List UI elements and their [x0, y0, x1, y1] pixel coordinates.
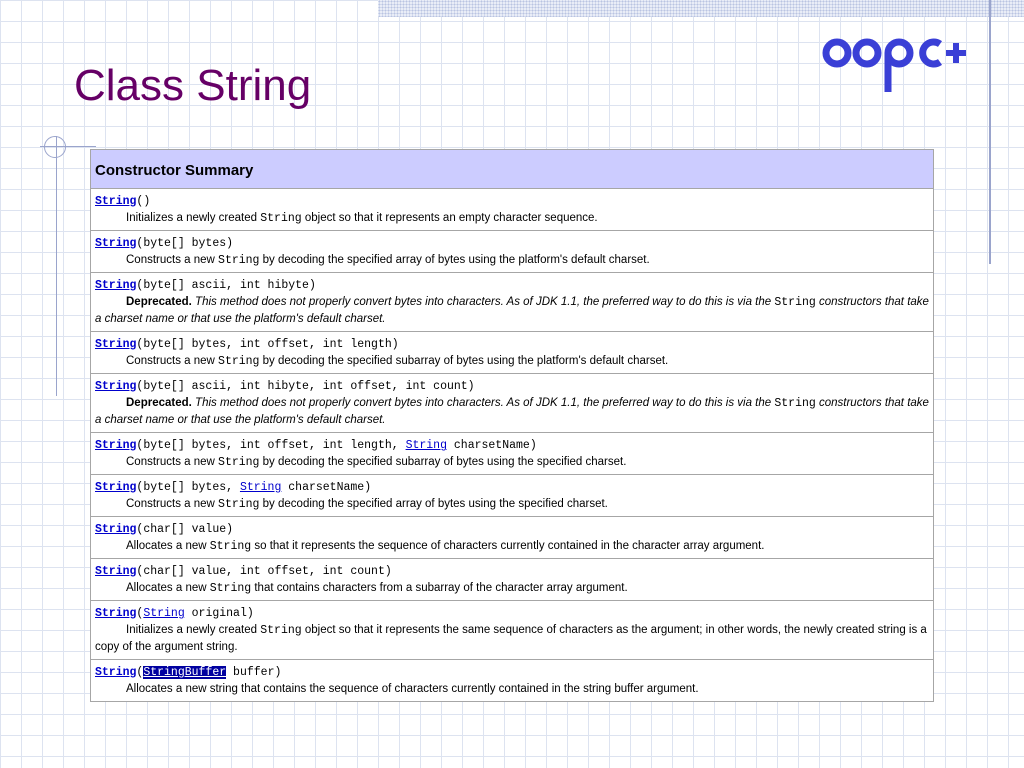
page-title: Class String: [74, 61, 312, 110]
constructor-description: [95, 395, 929, 429]
signature-params-tail: original): [184, 607, 254, 620]
parameter-type-link[interactable]: String: [143, 607, 185, 620]
inline-code: String: [260, 624, 302, 637]
constructor-link[interactable]: String: [95, 666, 137, 679]
constructor-signature: [95, 233, 929, 252]
constructor-description: [95, 496, 929, 513]
constructor-description: [95, 681, 929, 698]
description-text: Constructs a new: [126, 498, 219, 510]
decorative-left-line: [56, 136, 57, 396]
constructor-cell: [91, 660, 934, 702]
inline-code: String: [209, 582, 252, 595]
constructor-cell: [91, 189, 934, 231]
table-row: [91, 273, 934, 332]
signature-params: (): [136, 195, 151, 208]
signature-params: (byte[] bytes): [136, 237, 234, 250]
inline-code: String: [774, 296, 816, 309]
constructor-cell: [91, 231, 934, 273]
constructor-cell: [91, 559, 934, 601]
description-text: Allocates a new: [126, 582, 210, 594]
signature-params: (char[] value, int offset, int count): [136, 565, 392, 578]
constructor-link[interactable]: String: [95, 279, 137, 292]
constructor-cell: [91, 475, 934, 517]
parameter-type-link[interactable]: StringBuffer: [143, 666, 227, 679]
signature-params: (byte[] ascii, int hibyte): [136, 279, 316, 292]
table-row: [91, 559, 934, 601]
inline-code: String: [218, 456, 260, 469]
constructor-signature: [95, 376, 929, 395]
signature-params-tail: charsetName): [281, 481, 372, 494]
signature-params: (byte[] bytes, int offset, int length): [136, 338, 399, 351]
inline-code: String: [260, 212, 302, 225]
description-text-tail: by decoding the specified array of bytes using the platform's default charset.: [259, 254, 650, 266]
constructor-cell: [91, 273, 934, 332]
signature-params: (byte[] ascii, int hibyte, int offset, int count): [136, 380, 475, 393]
table-row: [91, 433, 934, 475]
constructor-link[interactable]: String: [95, 481, 137, 494]
decorative-vertical-line: [989, 0, 991, 264]
table-row: [91, 517, 934, 559]
constructor-signature: [95, 519, 929, 538]
description-text: Initializes a newly created: [126, 624, 261, 636]
signature-params: (: [136, 607, 144, 620]
deprecated-text-tail: constructors that take a charset name or that use the platform's default charset.: [95, 397, 929, 426]
decorative-circle: [44, 136, 66, 158]
constructor-description: [95, 252, 929, 269]
description-text-tail: by decoding the specified subarray of bytes using the specified charset.: [259, 456, 627, 468]
table-row: [91, 231, 934, 273]
parameter-type-link[interactable]: String: [239, 481, 282, 494]
table-row: [91, 660, 934, 702]
constructor-link[interactable]: String: [95, 565, 137, 578]
constructor-link[interactable]: String: [95, 237, 137, 250]
constructor-description: [95, 294, 929, 328]
constructor-link[interactable]: String: [95, 195, 137, 208]
description-text: Constructs a new: [126, 456, 219, 468]
constructor-description: [95, 580, 929, 597]
constructor-cell: [91, 332, 934, 374]
constructor-link[interactable]: String: [95, 439, 137, 452]
constructor-cell: [91, 601, 934, 660]
table-header-row: [91, 150, 934, 189]
description-text-tail: object so that it represents an empty character sequence.: [301, 212, 598, 224]
constructor-signature: [95, 275, 929, 294]
description-text-tail: object so that it represents the same sequence of characters as the argument; in other words, the newly created string is a copy of the argument string.: [95, 624, 927, 653]
constructor-signature: [95, 561, 929, 580]
constructor-summary-table: [90, 149, 934, 702]
constructor-link[interactable]: String: [95, 380, 137, 393]
signature-params: (: [136, 666, 144, 679]
constructor-signature: [95, 603, 929, 622]
constructor-description: [95, 210, 929, 227]
description-text: Constructs a new: [126, 355, 219, 367]
table-row: [91, 475, 934, 517]
table-row: [91, 601, 934, 660]
parameter-type-link[interactable]: String: [405, 439, 447, 452]
constructor-signature: [95, 334, 929, 353]
description-text-tail: that contains characters from a subarray of the character array argument.: [251, 582, 628, 594]
description-text-tail: so that it represents the sequence of characters currently contained in the character array argument.: [251, 540, 765, 552]
signature-params-tail: charsetName): [447, 439, 537, 452]
constructor-link[interactable]: String: [95, 523, 137, 536]
description-text-tail: by decoding the specified array of bytes using the specified charset.: [259, 498, 608, 510]
constructor-description: [95, 454, 929, 471]
table-header: Constructor Summary: [91, 150, 934, 189]
table-row: [91, 332, 934, 374]
constructor-cell: [91, 433, 934, 475]
description-text: Initializes a newly created: [126, 212, 261, 224]
description-text: Allocates a new: [126, 540, 210, 552]
inline-code: String: [209, 540, 252, 553]
signature-params: (byte[] bytes, int offset, int length,: [136, 439, 406, 452]
inline-code: String: [218, 355, 260, 368]
description-text-tail: by decoding the specified subarray of bytes using the platform's default charset.: [259, 355, 669, 367]
table-row: [91, 189, 934, 231]
oopc-logo: [822, 28, 974, 100]
constructor-signature: [95, 191, 929, 210]
deprecated-text-tail: constructors that take a charset name or that use the platform's default charset.: [95, 296, 929, 325]
constructor-signature: [95, 435, 929, 454]
constructor-signature: [95, 662, 929, 681]
constructor-description: [95, 622, 929, 656]
constructor-signature: [95, 477, 929, 496]
table-row: [91, 374, 934, 433]
deprecated-label: Deprecated.: [126, 397, 192, 409]
constructor-cell: [91, 517, 934, 559]
deprecated-text: This method does not properly convert bytes into characters. As of JDK 1.1, the preferred way to do this is via the: [191, 296, 775, 308]
inline-code: String: [218, 498, 260, 511]
deprecated-label: Deprecated.: [126, 296, 192, 308]
signature-params-tail: buffer): [226, 666, 282, 679]
signature-params: (byte[] bytes,: [136, 481, 240, 494]
constructor-cell: [91, 374, 934, 433]
signature-params: (char[] value): [136, 523, 234, 536]
constructor-description: [95, 353, 929, 370]
decorative-top-band: [378, 0, 1024, 17]
deprecated-text: This method does not properly convert bytes into characters. As of JDK 1.1, the preferred way to do this is via the: [191, 397, 775, 409]
inline-code: String: [774, 397, 816, 410]
constructor-link[interactable]: String: [95, 338, 137, 351]
description-text: Constructs a new: [126, 254, 219, 266]
constructor-link[interactable]: String: [95, 607, 137, 620]
constructor-description: [95, 538, 929, 555]
description-text: Allocates a new string that contains the sequence of characters currently contained in the string buffer argument.: [126, 683, 699, 695]
inline-code: String: [218, 254, 260, 267]
